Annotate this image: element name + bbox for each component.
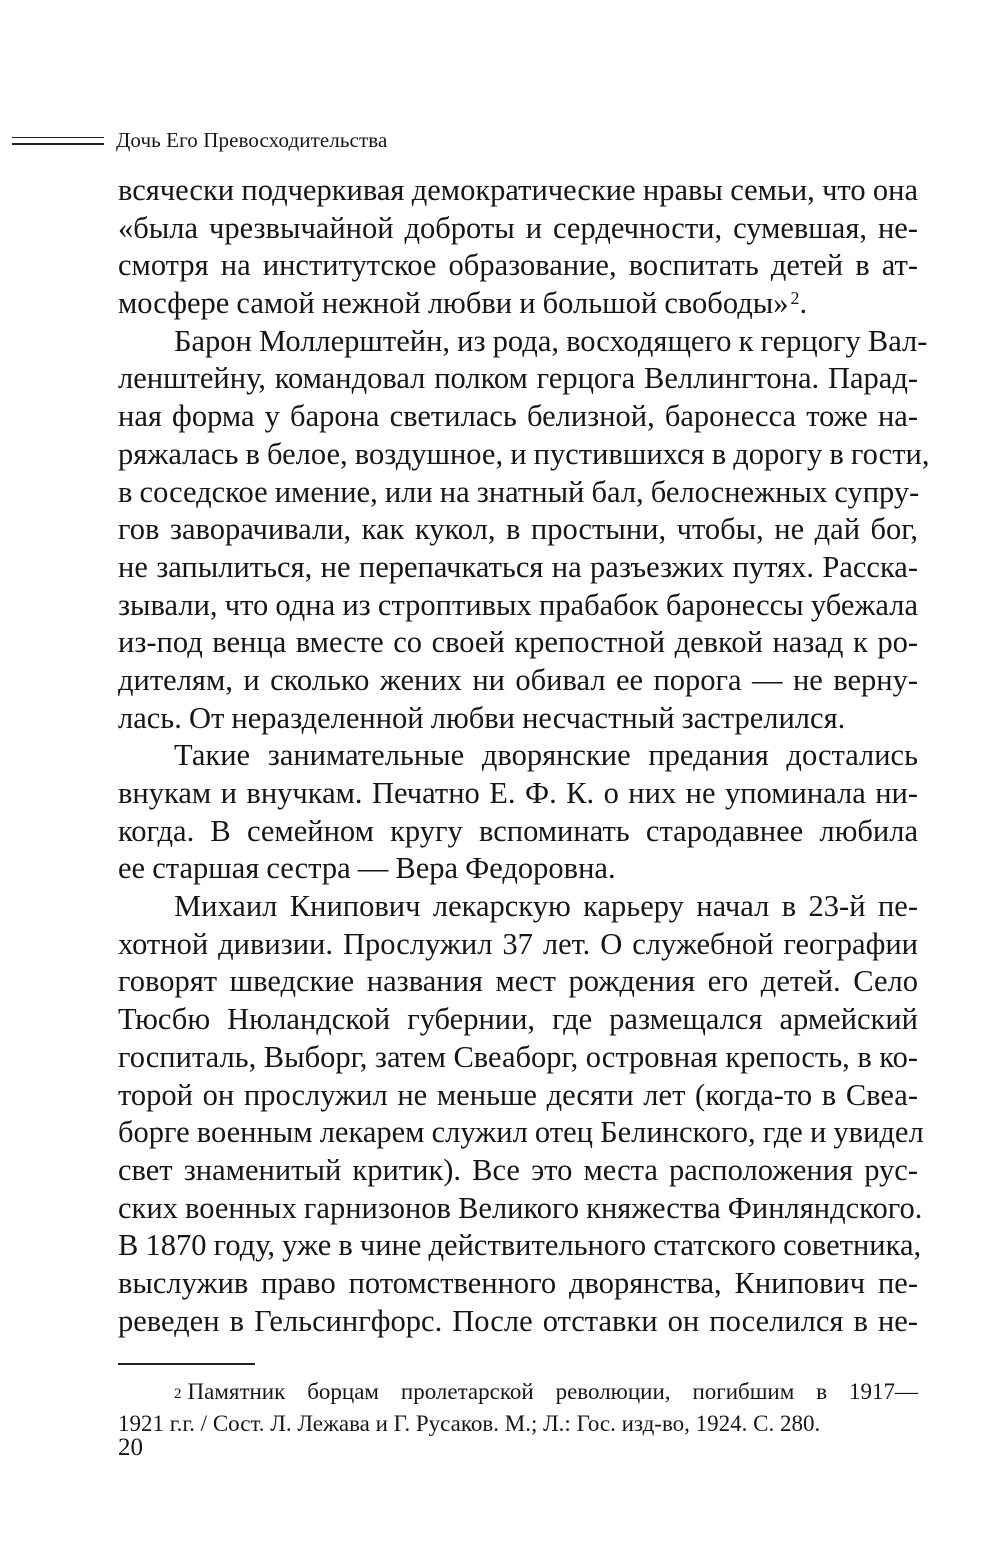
- footnotes: [118, 1376, 918, 1440]
- running-title: Дочь Его Превосходительства: [116, 128, 388, 152]
- footnote-number: 2: [174, 1386, 182, 1402]
- text-line: говорят шведские названия мест рождения его детей. Село: [118, 964, 918, 999]
- text-line: ная форма у барона светилась белизной, баронесса тоже на-: [118, 399, 918, 434]
- footnote-line: 1921 г.г. / Сост. Л. Лежава и Г. Русаков. М.; Л.: Гос. изд-во, 1924. С. 280.: [118, 1411, 821, 1436]
- text-line: зывали, что одна из строптивых прабабок баронессы убежала: [118, 587, 918, 622]
- text-line: хотной дивизии. Прослужил 37 лет. О служебной географии: [118, 926, 918, 961]
- text-line: когда. В семейном кругу вспоминать стародавнее любила: [118, 813, 918, 848]
- text-line: дителям, и сколько жених ни обивал ее порога — не верну-: [118, 662, 918, 697]
- text-line: ских военных гарнизонов Великого княжества Финляндского.: [118, 1190, 923, 1225]
- sentence-end-period: .: [799, 286, 808, 321]
- footnote-text: Памятник борцам пролетарской революции, погибшим в 1917—: [187, 1379, 918, 1404]
- text-line: госпиталь, Выборг, затем Свеаборг, островная крепость, в ко-: [118, 1039, 918, 1074]
- text-line: Тюсбю Нюландской губернии, где размещался армейский: [118, 1002, 918, 1037]
- text-line: гов заворачивали, как кукол, в простыни, чтобы, не дай бог,: [118, 512, 918, 547]
- text-line: выслужив право потомственного дворянства, Книпович пе-: [118, 1265, 918, 1300]
- main-text: [118, 172, 930, 1340]
- text-line: смотря на институтское образование, воспитать детей в ат-: [118, 248, 918, 283]
- text-line: [118, 285, 918, 323]
- header-double-rule: [12, 137, 104, 145]
- text-line: реведен в Гельсингфорс. После отставки он поселился в не-: [118, 1303, 918, 1338]
- footnote-separator: [118, 1363, 255, 1365]
- text-line: свет знаменитый критик). Все это места расположения рус-: [118, 1152, 918, 1187]
- paragraph-first-line: Такие занимательные дворянские предания достались: [174, 738, 918, 773]
- text-line: лась. От неразделенной любви несчастный застрелился.: [118, 700, 846, 735]
- text-line: ряжалась в белое, воздушное, и пустившихся в дорогу в гости,: [118, 436, 930, 471]
- text-line: борге военным лекарем служил отец Белинского, где и увидел: [118, 1115, 924, 1150]
- footnote-line: [118, 1376, 918, 1408]
- page-number: 20: [118, 1434, 143, 1461]
- text-line: внукам и внучкам. Печатно Е. Ф. К. о них не упоминала ни-: [118, 776, 918, 810]
- text-line: всячески подчеркивая демократические нравы семьи, что она: [118, 173, 918, 207]
- text-line: ее старшая сестра — Вера Федоровна.: [118, 851, 616, 886]
- text-line: не запылиться, не перепачкаться на разъезжих путях. Расска-: [118, 549, 918, 584]
- text-line: «была чрезвычайной доброты и сердечности, сумевшая, не-: [118, 210, 918, 245]
- text-line: ленштейну, командовал полком герцога Веллингтона. Парад-: [118, 361, 918, 396]
- paragraph-first-line: Михаил Книпович лекарскую карьеру начал в 23-й пе-: [174, 889, 918, 924]
- running-header: [12, 128, 387, 153]
- text-line: торой он прослужил не меньше десяти лет (когда-то в Свеа-: [118, 1077, 918, 1112]
- footnote-reference: 2: [790, 288, 800, 309]
- text-line: в соседское имение, или на знатный бал, белоснежных супру-: [118, 474, 920, 509]
- text-line: из-под венца вместе со своей крепостной девкой назад к ро-: [118, 625, 918, 660]
- paragraph-first-line: Барон Моллерштейн, из рода, восходящего к герцогу Вал-: [174, 323, 928, 358]
- quote-end-text: мосфере самой нежной любви и большой свободы»: [118, 286, 789, 321]
- text-line: В 1870 году, уже в чине действительного статского советника,: [118, 1228, 922, 1263]
